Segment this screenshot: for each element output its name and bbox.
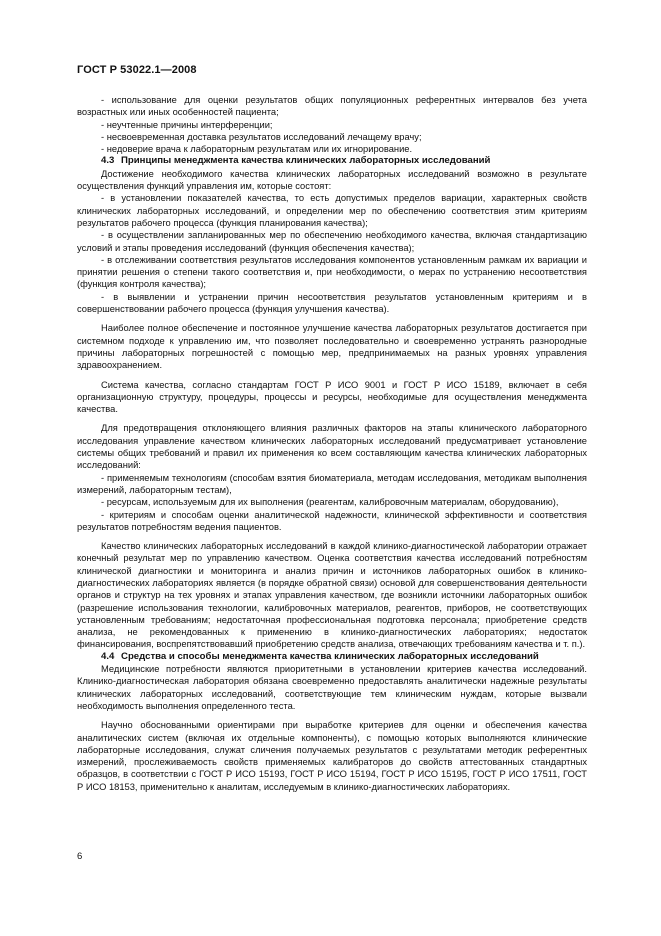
list-item: - ресурсам, используемым для их выполнения (реагентам, калибровочным материалам, оборудованию), <box>101 497 559 508</box>
paragraph: Достижение необходимого качества клинических лабораторных исследований возможно в результате осуществления функций управления им, которые состоят: <box>77 168 587 192</box>
list-item: - критериям и способам оценки аналитической надежности, клинической эффективности и соответствия результатов потребностям ведения пациентов. <box>77 509 587 532</box>
document-header: ГОСТ Р 53022.1—2008 <box>77 64 197 76</box>
section-number: 4.3 <box>101 155 115 167</box>
page-number: 6 <box>77 851 83 862</box>
paragraph: Медицинские потребности являются приоритетными в установлении критериев качества исследований. Клинико-диагностическая лаборатория обязана своевременно предоставлять аналитически надежные результаты клинических лабораторных исследований, соответствующие тем клиническим нуждам, которые вызвали необходимость выполнения определенного теста. <box>77 664 587 711</box>
paragraph: Наиболее полное обеспечение и постоянное улучшение качества лабораторных результатов достигается при системном подходе к управлению им, что позволяет последовательно и своевременно устранять разнородные причины лабораторных погрешностей с помощью мер, предпринимаемых на разных уровнях управления здравоохранением. <box>77 323 587 371</box>
list-item: - в установлении показателей качества, то есть допустимых пределов вариации, характерных свойств клинических лабораторных исследований, и определении мер по обеспечению соответствия этим критериям результатов рабочего процесса (функция планирования качества); <box>77 193 587 228</box>
list-item: - применяемым технологиям (способам взятия биоматериала, методам исследования, методикам выполнения измерений, лабораторным тестам), <box>77 472 587 495</box>
paragraph: Научно обоснованными ориентирами при выработке критериев для оценки и обеспечения качества аналитических систем (включая их отдельные компоненты), с помощью которых выполняются клинические лабораторные исследования, служат сличения получаемых результатов с результатами методик референтных измерений, прослеживаемость свойств применяемых калибраторов до свойств аттестованных стандартных образцов, в соответствии с ГОСТ Р ИСО 15193, ГОСТ Р ИСО 15194, ГОСТ Р ИСО 15195, ГОСТ Р ИСО 17511, ГОСТ Р ИСО 18153, применительно к аналитам, исследуемым в клинико-диагностических лабораториях. <box>77 720 587 792</box>
list-item: - недоверие врача к лабораторным результатам или их игнорирование. <box>101 144 413 155</box>
section-title: Средства и способы менеджмента качества клинических лабораторных исследований <box>121 650 539 662</box>
list-item: - в отслеживании соответствия результатов исследования компонентов установленным рамкам их вариации и принятии решения о степени такого соответствия и, при необходимости, о мерах по устранению несоответствия (функция контроля качества); <box>77 254 587 290</box>
list-item: - использование для оценки результатов общих популяционных референтных интервалов без учета возрастных или иных особенностей пациента; <box>77 95 587 118</box>
page-content <box>77 94 587 793</box>
list-item: - в осуществлении запланированных мер по обеспечению необходимого качества, включая стандартизацию условий и этапы проведения исследований (функция обеспечения качества); <box>77 230 587 253</box>
list-item: - в выявлении и устранении причин несоответствия результатов установленным критериям и в совершенствовании рабочего процесса (функция улучшения качества). <box>77 291 587 315</box>
paragraph: Качество клинических лабораторных исследований в каждой клинико-диагностической лаборатории отражает конечный результат мер по управлению качеством. Оценка соответствия качества исследований потребностям клинической диагностики и мониторинга и анализ причин и источников лабораторных ошибок в клинико-диагностических лабораториях является (в порядке обратной связи) основой для совершенствования деятельности органов и структур на тех уровнях и этапах управления качеством, где возникли источники лабораторных ошибок (разрешение использования технологии, калибровочных материалов, реагентов, приборов, не соответствующих установленным требованиям; недостаточная профессиональная подготовка персонала; приобретение средств анализа, не рекомендованных к применению в клинико-диагностических лабораториях; недостаток финансирования, воспрепятствовавший приобретению средств анализа, отвечающих требованиям качества и т. п.). <box>77 541 587 650</box>
section-number: 4.4 <box>101 650 115 662</box>
section-heading-4-3 <box>77 155 587 167</box>
list-item: - несвоевременная доставка результатов исследований лечащему врачу; <box>101 131 422 142</box>
section-title: Принципы менеджмента качества клинических лабораторных исследований <box>121 155 491 167</box>
paragraph: Система качества, согласно стандартам ГОСТ Р ИСО 9001 и ГОСТ Р ИСО 15189, включает в себя организационную структуру, процедуры, процессы и ресурсы, необходимые для осуществления менеджмента качества. <box>77 379 587 415</box>
list-item: - неучтенные причины интерференции; <box>101 119 273 130</box>
section-heading-4-4 <box>77 651 587 663</box>
paragraph: Для предотвращения отклоняющего влияния различных факторов на этапы клинического лабораторного исследования управление качеством клинических лабораторных исследований предусматривает установление системы общих требований и правил их применения ко всем составляющим качества клинических лабораторных исследований: <box>77 423 587 471</box>
